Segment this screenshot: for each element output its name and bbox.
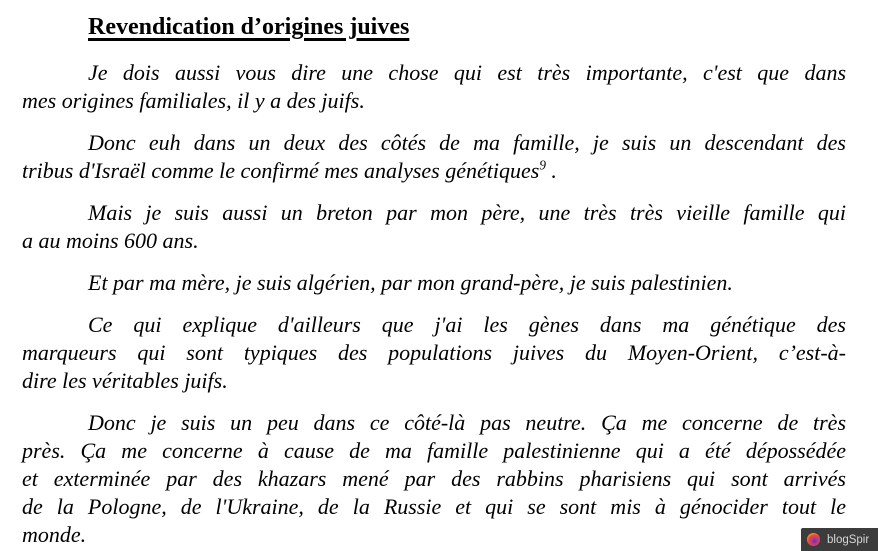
paragraph — [22, 129, 846, 185]
paragraph — [22, 269, 846, 297]
text-line: près. Ça me concerne à cause de ma famille palestinienne qui a été dépossédée — [22, 438, 846, 463]
paragraph — [22, 409, 846, 549]
paragraph — [22, 59, 846, 115]
text-line: dire les véritables juifs. — [22, 368, 228, 393]
text-line: a au moins 600 ans. — [22, 228, 199, 253]
text-line: de la Pologne, de l'Ukraine, de la Russie et qui se sont mis à génocider tout le — [22, 494, 846, 519]
paragraph — [22, 199, 846, 255]
blogspirit-overlay-badge[interactable] — [801, 528, 878, 551]
text-line: Donc euh dans un deux des côtés de ma famille, je suis un descendant des — [88, 130, 846, 155]
document-title — [22, 13, 846, 41]
text-line: et exterminée par des khazars mené par des rabbins pharisiens qui sont arrivés — [22, 466, 846, 491]
text-line: Donc je suis un peu dans ce côté-là pas neutre. Ça me concerne de très — [88, 410, 846, 435]
document-page — [22, 13, 846, 549]
text-line: marqueurs qui sont typiques des populations juives du Moyen-Orient, c’est-à- — [22, 340, 846, 365]
text-line: monde. — [22, 522, 87, 547]
text-line: Ce qui explique d'ailleurs que j'ai les gènes dans ma génétique des — [88, 312, 846, 337]
text-line — [22, 157, 846, 185]
text-line: Mais je suis aussi un breton par mon père, une très très vieille famille qui — [88, 200, 846, 225]
text-line: Et par ma mère, je suis algérien, par mon grand-père, je suis palestinien. — [88, 270, 733, 295]
text-line: mes origines familiales, il y a des juifs. — [22, 88, 365, 113]
footnote-reference: 9 — [539, 157, 546, 173]
firefox-logo-icon — [807, 533, 820, 546]
paragraph — [22, 311, 846, 395]
text-segment: . — [545, 158, 557, 183]
text-line: Je dois aussi vous dire une chose qui est très importante, c'est que dans — [88, 60, 846, 85]
overlay-badge-label: blogSpir — [827, 533, 870, 546]
text-segment: tribus d'Israël comme le confirmé mes analyses génétiques — [22, 158, 540, 183]
document-title-text: Revendication d’origines juives — [88, 14, 410, 40]
